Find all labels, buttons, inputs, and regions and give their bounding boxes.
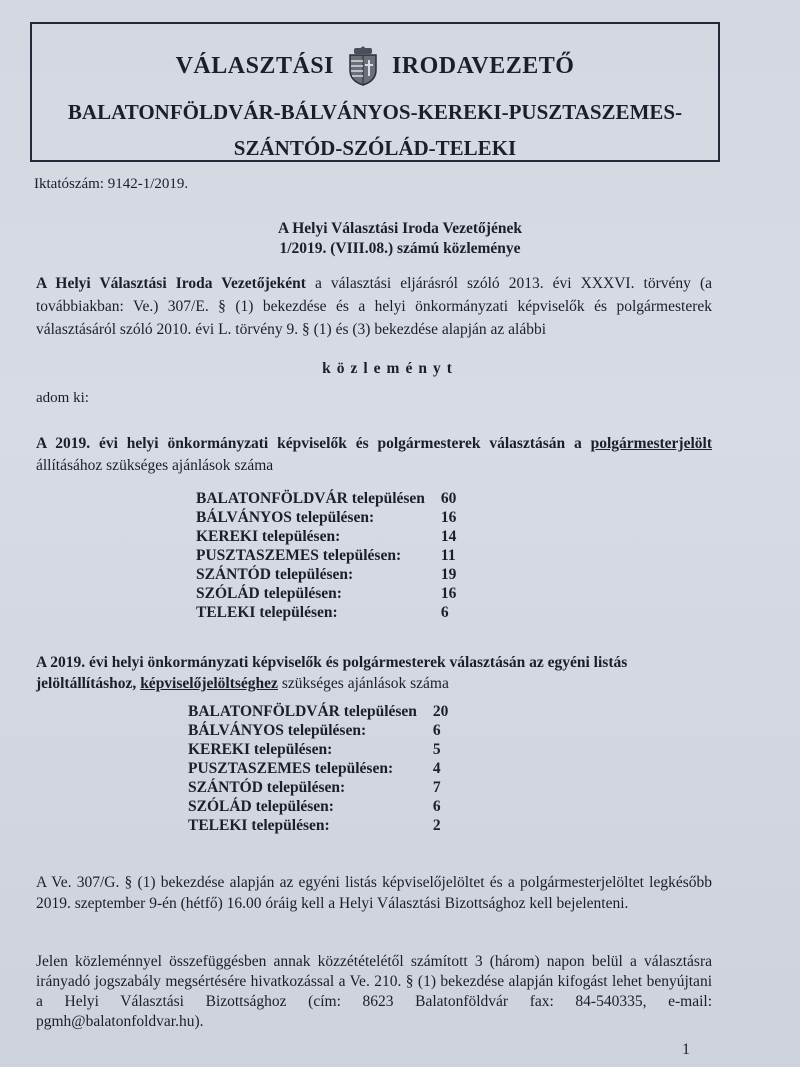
settlement-name: SZÁNTÓD településen: (196, 566, 354, 583)
settlement-name: SZÓLÁD településen: (188, 798, 334, 815)
table-row (188, 722, 448, 741)
recommendation-count: 14 (440, 528, 457, 545)
section1-heading-a: A 2019. évi helyi önkormányzati képviselők és polgármesterek választásán a (36, 435, 591, 452)
settlement-name: BALATONFÖLDVÁR településen (188, 703, 417, 720)
settlement-name: SZÓLÁD településen: (196, 585, 342, 602)
recommendation-count: 60 (440, 490, 457, 507)
letterhead-line2: BALATONFÖLDVÁR-BÁLVÁNYOS-KEREKI-PUSZTASZEMES- (67, 100, 683, 124)
letterhead-title-right: IRODAVEZETŐ (391, 52, 575, 79)
section2-heading-b: szükséges ajánlások száma (277, 675, 449, 692)
letterhead-line3: SZÁNTÓD-SZÓLÁD-TELEKI (233, 136, 517, 160)
section2-heading-a: A 2019. évi helyi önkormányzati képviselők és polgármesterek választásán az egyéni listás jelöltállításhoz, (36, 654, 628, 692)
table-row (188, 798, 448, 817)
recommendation-count: 6 (440, 604, 449, 621)
recommendation-count: 16 (440, 509, 457, 526)
notice-title-line2: 1/2019. (VIII.08.) számú közleménye (279, 240, 521, 257)
settlement-name: PUSZTASZEMES településen: (188, 760, 394, 777)
coat-of-arms-icon (344, 46, 382, 86)
table-row (196, 585, 456, 604)
settlement-name: BÁLVÁNYOS településen: (196, 509, 375, 526)
objection-paragraph: Jelen közleménnyel összefüggésben annak közzétételétől számított 3 (három) napon belül a választásra irányadó jogszabály megsértésére hivatkozással a Ve. 210. § (1) bekezdése alapján kifogást lehet benyújtani a Helyi Választási Bizottsághoz (cím: 8623 Balatonföldvár fax: 84-540335, e-mail: pgmh@balatonfoldvar.hu). (36, 953, 712, 1030)
intro-bold-lead: A Helyi Választási Iroda Vezetőjeként (36, 275, 306, 292)
recommendation-count: 20 (432, 703, 449, 720)
intro-paragraph (36, 272, 712, 341)
table-row (196, 528, 456, 547)
table-row (196, 547, 456, 566)
mayor-candidate-table (196, 490, 456, 623)
letterhead-box (30, 22, 720, 162)
settlement-name: BÁLVÁNYOS településen: (188, 722, 367, 739)
announcement-word: közleményt (322, 360, 458, 377)
settlement-name: KEREKI településen: (188, 741, 333, 758)
recommendation-count: 16 (440, 585, 457, 602)
table-row (188, 817, 448, 836)
table-row (188, 760, 448, 779)
section1-heading-underlined: polgármesterjelölt (590, 435, 712, 452)
recommendation-count: 4 (432, 760, 441, 777)
table-row (188, 741, 448, 760)
section2-heading (36, 652, 726, 694)
settlement-name: TELEKI településen: (196, 604, 338, 621)
page-number: 1 (682, 1041, 690, 1058)
table-row (188, 703, 448, 722)
table-row (188, 779, 448, 798)
letterhead-title-left: VÁLASZTÁSI (175, 52, 334, 79)
recommendation-count: 19 (440, 566, 457, 583)
table-row (196, 509, 456, 528)
section1-heading (36, 433, 712, 477)
settlement-name: SZÁNTÓD településen: (188, 779, 346, 796)
recommendation-count: 6 (432, 798, 441, 815)
settlement-name: BALATONFÖLDVÁR településen (196, 490, 425, 507)
section2-heading-underlined: képviselőjelöltséghez (140, 675, 278, 692)
intro-text: a választási eljárásról szóló 2013. évi XXXVI. törvény (a továbbiakban: Ve.) 307/E. § (1) bekezdése és a helyi önkormányzati képviselők és polgármesterek választásáról szóló 2010. évi L. törvény 9. § (1) és (3) bekezdése alapján az alábbi (36, 275, 712, 338)
settlement-name: TELEKI településen: (188, 817, 330, 834)
council-candidate-table (188, 703, 448, 836)
recommendation-count: 11 (440, 547, 456, 564)
settlement-name: PUSZTASZEMES településen: (196, 547, 402, 564)
notice-title-line1: A Helyi Választási Iroda Vezetőjének (278, 220, 522, 237)
recommendation-count: 5 (432, 741, 441, 758)
adom-ki: adom ki: (36, 390, 89, 406)
section1-heading-b: állításához szükséges ajánlások száma (36, 457, 274, 474)
recommendation-count: 6 (432, 722, 441, 739)
table-row (196, 490, 456, 509)
letterhead-title (32, 46, 718, 86)
table-row (196, 604, 456, 623)
registry-number: Iktatószám: 9142-1/2019. (34, 176, 189, 192)
table-row (196, 566, 456, 585)
recommendation-count: 7 (432, 779, 441, 796)
settlement-name: KEREKI településen: (196, 528, 341, 545)
deadline-paragraph: A Ve. 307/G. § (1) bekezdése alapján az egyéni listás képviselőjelöltet és a polgármesterjelöltet legkésőbb 2019. szeptember 9-én (hétfő) 16.00 óráig kell a Helyi Választási Bizottsághoz kell bejelenteni. (36, 874, 712, 912)
recommendation-count: 2 (432, 817, 441, 834)
